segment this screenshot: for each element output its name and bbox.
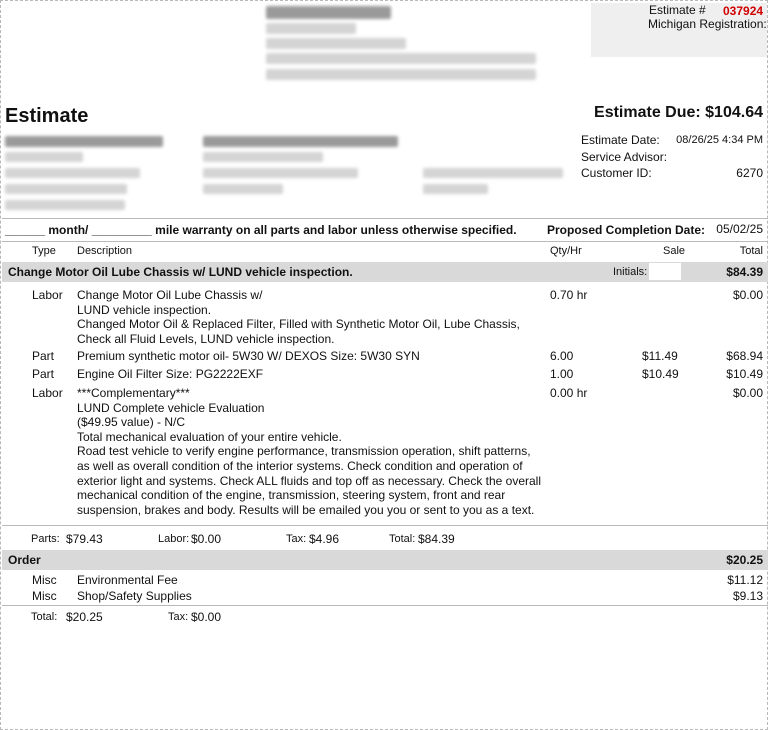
line-sale: $11.49: [642, 349, 678, 363]
job-total: $84.39: [726, 265, 763, 279]
summary-labor: $0.00: [191, 532, 222, 546]
line-description: ***Complementary*** LUND Complete vehicle Evaluation ($49.95 value) - N/C Total mechanical evaluation of your entire vehicle. Road test vehicle to verify engine performance, transmission operation, shift patterns, as well as overall condition of the interior systems. Check condition and operation of exterior light and systems. Check ALL fluids and top off as necessary. Check the overall mechanical condition of the engine, transmission, steering system, front and rear suspension, brakes and body. Results will be emailed you you or sent to you as a text.: [77, 386, 542, 517]
order-summary-total: $20.25: [66, 610, 103, 624]
line-type: Part: [32, 349, 55, 363]
warranty-text: [5, 223, 517, 237]
line-qty: 1.00: [550, 367, 574, 381]
warranty-mile-blank: _________: [91, 223, 152, 237]
summary-total: $84.39: [418, 532, 455, 546]
line-description: Change Motor Oil Lube Chassis w/ LUND vehicle inspection. Changed Motor Oil & Replaced Filter, Filled with Synthetic Motor Oil, Lube Chassis, Check all Fluid Levels, LUND vehicle inspection.: [77, 288, 520, 346]
warranty-month-blank: ______: [5, 223, 46, 237]
warranty-mile-text: mile warranty on all parts and labor unless otherwise specified.: [155, 223, 517, 237]
customer-id-label: Customer ID:: [581, 166, 652, 180]
order-header-band: [2, 550, 768, 570]
estimate-date: 08/26/25 4:34 PM: [676, 134, 763, 146]
michigan-registration-label: Michigan Registration:: [648, 17, 767, 31]
proposed-completion-date: 05/02/25: [716, 222, 763, 236]
order-title: Order: [8, 553, 41, 567]
order-line-total: $11.12: [727, 573, 763, 587]
initials-field[interactable]: [649, 263, 681, 280]
line-type: Part: [32, 367, 55, 381]
line-total: $68.94: [726, 349, 763, 363]
divider: [2, 525, 768, 526]
proposed-completion-label: Proposed Completion Date:: [547, 223, 706, 237]
order-summary-tax: $0.00: [191, 610, 222, 624]
estimate-date-label: Estimate Date:: [581, 133, 660, 147]
order-line-total: $9.13: [732, 589, 763, 603]
line-total: $10.49: [726, 367, 763, 381]
order-summary-total-label: Total:: [31, 611, 58, 623]
order-summary-tax-label: Tax:: [168, 611, 189, 623]
line-qty: 0.70 hr: [550, 288, 588, 302]
divider: [2, 218, 768, 219]
estimate-number-label: Estimate #: [649, 3, 706, 17]
initials-label: Initials:: [613, 266, 648, 278]
summary-parts: $79.43: [66, 532, 103, 546]
order-line-description: Environmental Fee: [77, 573, 178, 587]
estimate-number: 037924: [723, 4, 764, 18]
order-total: $20.25: [726, 553, 763, 567]
divider: [2, 241, 768, 242]
estimate-due: Estimate Due: $104.64: [594, 104, 763, 121]
line-total: $0.00: [732, 288, 763, 302]
customer-id: 6270: [736, 166, 763, 180]
line-sale: $10.49: [642, 367, 679, 381]
summary-tax-label: Tax:: [286, 533, 307, 545]
page-title: Estimate: [5, 105, 89, 127]
summary-parts-label: Parts:: [31, 533, 60, 545]
divider: [2, 605, 768, 606]
line-qty: 6.00: [550, 349, 574, 363]
line-total: $0.00: [732, 386, 763, 400]
service-advisor-label: Service Advisor:: [581, 150, 668, 164]
line-type: Labor: [32, 386, 63, 400]
order-line-type: Misc: [32, 589, 57, 603]
line-qty: 0.00 hr: [550, 386, 588, 400]
column-header-total: Total: [739, 245, 763, 257]
order-line-type: Misc: [32, 573, 57, 587]
column-header-type: Type: [32, 245, 56, 257]
line-description: Engine Oil Filter Size: PG2222EXF: [77, 367, 264, 381]
column-header-qty: Qty/Hr: [550, 245, 582, 257]
summary-tax: $4.96: [309, 532, 340, 546]
line-description: Premium synthetic motor oil- 5W30 W/ DEXOS Size: 5W30 SYN: [77, 349, 420, 363]
column-header-description: Description: [77, 245, 133, 257]
job-title: Change Motor Oil Lube Chassis w/ LUND vehicle inspection.: [8, 265, 353, 279]
warranty-month-text: month/: [48, 223, 89, 237]
order-line-description: Shop/Safety Supplies: [77, 589, 192, 603]
summary-labor-label: Labor:: [158, 533, 190, 545]
summary-total-label: Total:: [389, 533, 416, 545]
line-type: Labor: [32, 288, 63, 302]
column-header-sale: Sale: [663, 245, 686, 257]
